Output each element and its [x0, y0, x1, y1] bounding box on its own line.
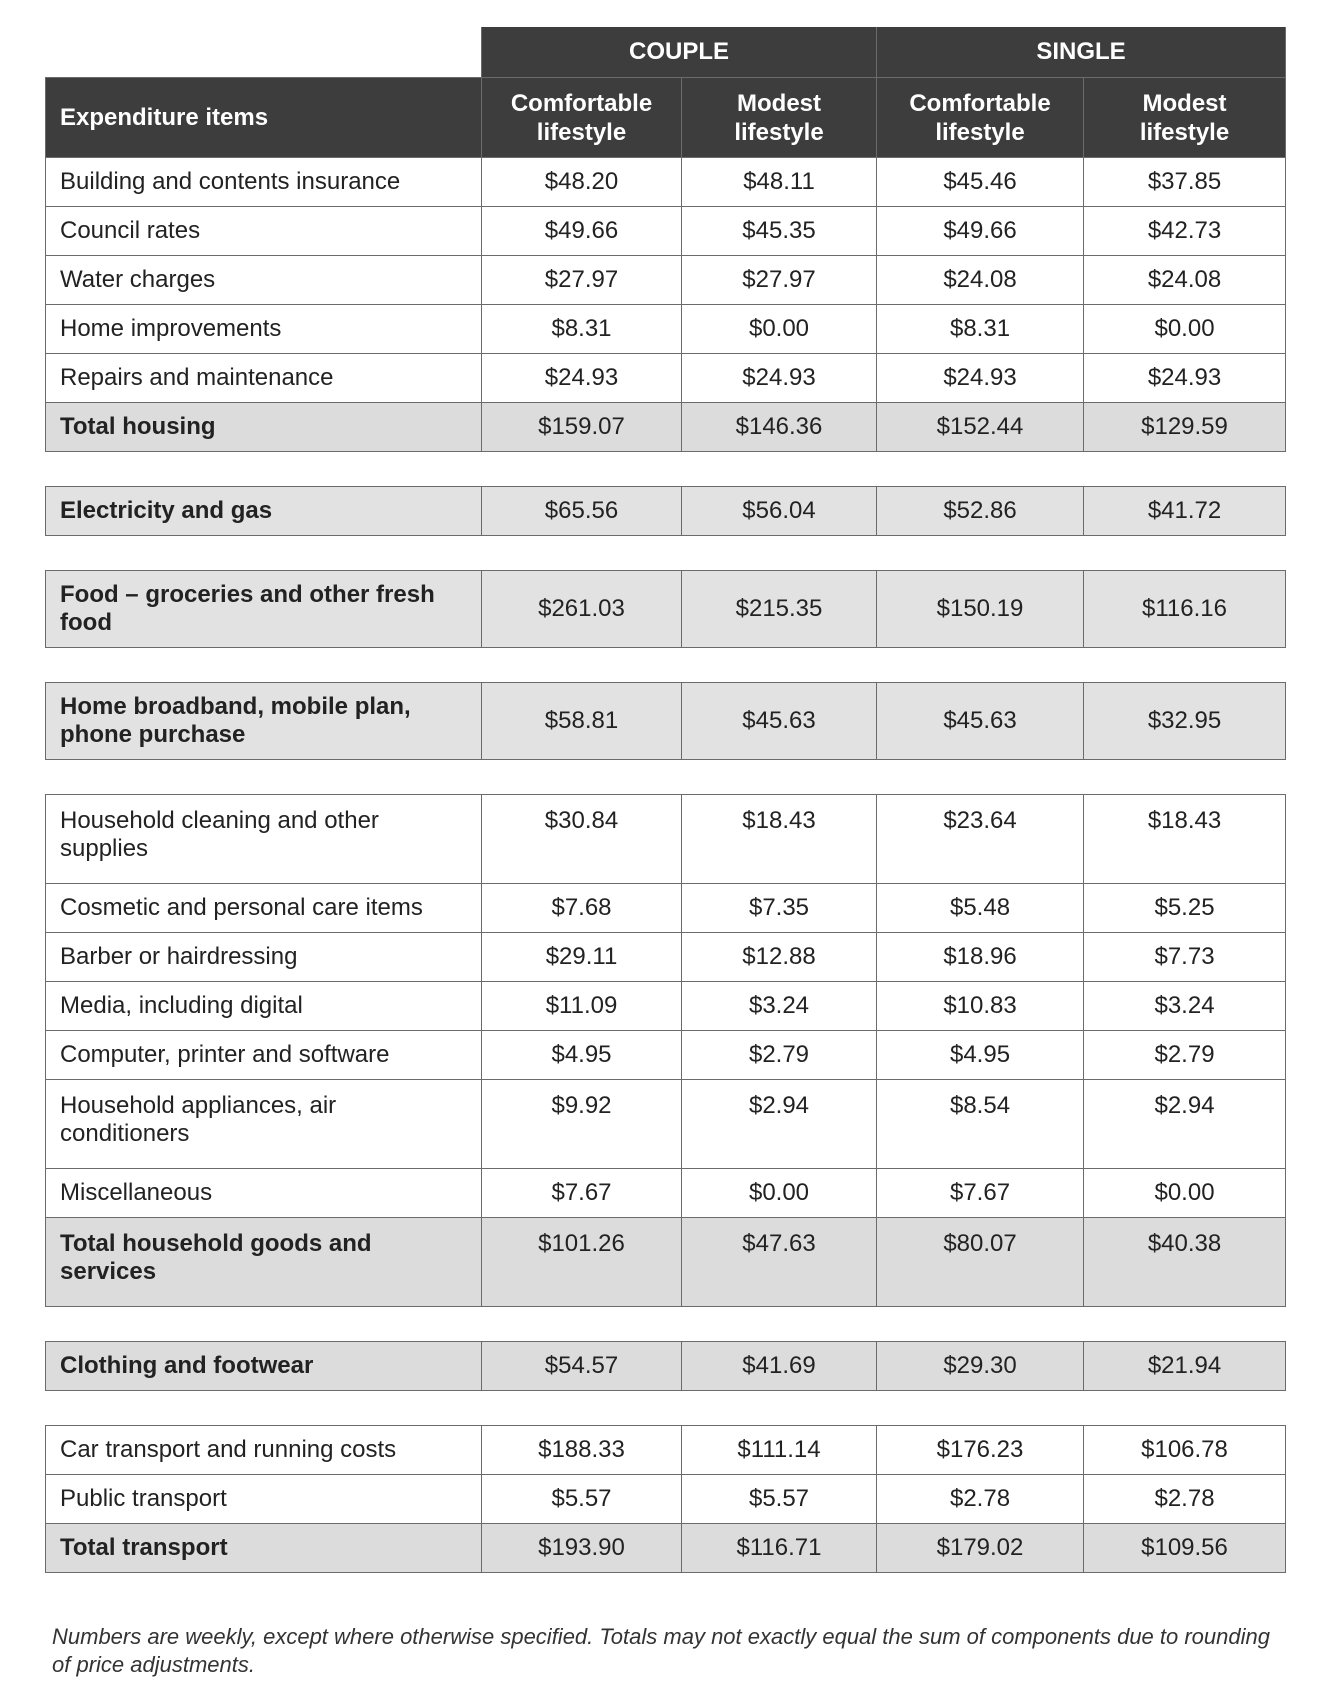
value-cell: $21.94	[1084, 1342, 1286, 1391]
value-cell: $12.88	[682, 933, 877, 982]
value-cell: $188.33	[482, 1426, 682, 1475]
section-gap	[46, 452, 1286, 487]
value-cell: $8.31	[877, 305, 1084, 354]
value-cell: $2.79	[682, 1031, 877, 1080]
section-gap-cell	[46, 648, 1286, 683]
section-gap-cell	[46, 760, 1286, 795]
section-gap-cell	[46, 452, 1286, 487]
value-cell: $0.00	[1084, 305, 1286, 354]
row-label: Household appliances, air conditioners	[46, 1080, 482, 1169]
value-cell: $4.95	[482, 1031, 682, 1080]
total-row	[46, 1342, 1286, 1391]
row-label: Electricity and gas	[46, 487, 482, 536]
column-header-row	[46, 78, 1286, 158]
value-cell: $0.00	[682, 305, 877, 354]
value-cell: $0.00	[1084, 1169, 1286, 1218]
row-label: Household cleaning and other supplies	[46, 795, 482, 884]
table-row	[46, 487, 1286, 536]
value-cell: $146.36	[682, 403, 877, 452]
value-cell: $2.94	[1084, 1080, 1286, 1169]
row-label: Car transport and running costs	[46, 1426, 482, 1475]
value-cell: $9.92	[482, 1080, 682, 1169]
value-cell: $24.08	[877, 256, 1084, 305]
value-cell: $109.56	[1084, 1524, 1286, 1573]
table-row	[46, 305, 1286, 354]
value-cell: $45.63	[682, 683, 877, 760]
value-cell: $24.08	[1084, 256, 1286, 305]
table-row	[46, 884, 1286, 933]
value-cell: $30.84	[482, 795, 682, 884]
value-cell: $179.02	[877, 1524, 1084, 1573]
value-cell: $2.79	[1084, 1031, 1286, 1080]
value-cell: $2.78	[1084, 1475, 1286, 1524]
value-cell: $18.43	[1084, 795, 1286, 884]
value-cell: $65.56	[482, 487, 682, 536]
value-cell: $47.63	[682, 1218, 877, 1307]
value-cell: $29.30	[877, 1342, 1084, 1391]
table-row	[46, 1475, 1286, 1524]
section-gap	[46, 1391, 1286, 1426]
table-row	[46, 354, 1286, 403]
value-cell: $11.09	[482, 982, 682, 1031]
value-cell: $27.97	[682, 256, 877, 305]
footnote: Numbers are weekly, except where otherwise specified. Totals may not exactly equal the sum of components due to rounding of price adjustments.	[52, 1624, 1270, 1677]
value-cell: $215.35	[682, 571, 877, 648]
section-gap	[46, 1307, 1286, 1342]
value-cell: $7.67	[482, 1169, 682, 1218]
total-row	[46, 1218, 1286, 1307]
table-row	[46, 1080, 1286, 1169]
row-label: Repairs and maintenance	[46, 354, 482, 403]
value-cell: $24.93	[682, 354, 877, 403]
value-cell: $150.19	[877, 571, 1084, 648]
row-label: Miscellaneous	[46, 1169, 482, 1218]
value-cell: $24.93	[877, 354, 1084, 403]
section-gap	[46, 648, 1286, 683]
table-row	[46, 158, 1286, 207]
value-cell: $56.04	[682, 487, 877, 536]
value-cell: $5.57	[682, 1475, 877, 1524]
couple-comfortable-header: Comfortable lifestyle	[482, 78, 682, 158]
section-gap-cell	[46, 1307, 1286, 1342]
value-cell: $7.73	[1084, 933, 1286, 982]
row-label: Water charges	[46, 256, 482, 305]
value-cell: $24.93	[1084, 354, 1286, 403]
value-cell: $116.16	[1084, 571, 1286, 648]
single-modest-header: Modest lifestyle	[1084, 78, 1286, 158]
value-cell: $45.35	[682, 207, 877, 256]
value-cell: $4.95	[877, 1031, 1084, 1080]
value-cell: $2.78	[877, 1475, 1084, 1524]
value-cell: $58.81	[482, 683, 682, 760]
value-cell: $45.63	[877, 683, 1084, 760]
value-cell: $3.24	[1084, 982, 1286, 1031]
value-cell: $7.67	[877, 1169, 1084, 1218]
value-cell: $10.83	[877, 982, 1084, 1031]
value-cell: $7.68	[482, 884, 682, 933]
row-label: Media, including digital	[46, 982, 482, 1031]
value-cell: $32.95	[1084, 683, 1286, 760]
value-cell: $8.54	[877, 1080, 1084, 1169]
group-header-couple: COUPLE	[482, 27, 877, 78]
row-label: Total housing	[46, 403, 482, 452]
blank-header-cell	[46, 27, 482, 78]
expenditure-items-header: Expenditure items	[46, 78, 482, 158]
value-cell: $129.59	[1084, 403, 1286, 452]
expenditure-table-wrapper	[45, 27, 1285, 1573]
value-cell: $23.64	[877, 795, 1084, 884]
value-cell: $261.03	[482, 571, 682, 648]
table-row	[46, 256, 1286, 305]
value-cell: $106.78	[1084, 1426, 1286, 1475]
value-cell: $27.97	[482, 256, 682, 305]
table-row	[46, 571, 1286, 648]
value-cell: $80.07	[877, 1218, 1084, 1307]
value-cell: $41.72	[1084, 487, 1286, 536]
value-cell: $18.43	[682, 795, 877, 884]
value-cell: $45.46	[877, 158, 1084, 207]
value-cell: $0.00	[682, 1169, 877, 1218]
section-gap-cell	[46, 536, 1286, 571]
row-label: Home improvements	[46, 305, 482, 354]
value-cell: $5.25	[1084, 884, 1286, 933]
section-gap	[46, 536, 1286, 571]
value-cell: $37.85	[1084, 158, 1286, 207]
value-cell: $159.07	[482, 403, 682, 452]
row-label: Public transport	[46, 1475, 482, 1524]
value-cell: $41.69	[682, 1342, 877, 1391]
row-label: Council rates	[46, 207, 482, 256]
total-row	[46, 403, 1286, 452]
section-gap	[46, 760, 1286, 795]
table-row	[46, 1426, 1286, 1475]
row-label: Total transport	[46, 1524, 482, 1573]
row-label: Barber or hairdressing	[46, 933, 482, 982]
total-row	[46, 1524, 1286, 1573]
row-label: Cosmetic and personal care items	[46, 884, 482, 933]
value-cell: $40.38	[1084, 1218, 1286, 1307]
value-cell: $7.35	[682, 884, 877, 933]
value-cell: $48.11	[682, 158, 877, 207]
expenditure-table	[45, 27, 1286, 1573]
table-row	[46, 933, 1286, 982]
row-label: Food – groceries and other fresh food	[46, 571, 482, 648]
single-comfortable-header: Comfortable lifestyle	[877, 78, 1084, 158]
value-cell: $3.24	[682, 982, 877, 1031]
couple-modest-header: Modest lifestyle	[682, 78, 877, 158]
row-label: Total household goods and services	[46, 1218, 482, 1307]
value-cell: $42.73	[1084, 207, 1286, 256]
value-cell: $152.44	[877, 403, 1084, 452]
table-row	[46, 683, 1286, 760]
value-cell: $5.48	[877, 884, 1084, 933]
row-label: Computer, printer and software	[46, 1031, 482, 1080]
value-cell: $49.66	[482, 207, 682, 256]
value-cell: $111.14	[682, 1426, 877, 1475]
row-label: Clothing and footwear	[46, 1342, 482, 1391]
value-cell: $101.26	[482, 1218, 682, 1307]
value-cell: $193.90	[482, 1524, 682, 1573]
group-header-row	[46, 27, 1286, 78]
table-row	[46, 1031, 1286, 1080]
value-cell: $24.93	[482, 354, 682, 403]
value-cell: $54.57	[482, 1342, 682, 1391]
value-cell: $48.20	[482, 158, 682, 207]
value-cell: $29.11	[482, 933, 682, 982]
value-cell: $8.31	[482, 305, 682, 354]
table-row	[46, 795, 1286, 884]
row-label: Building and contents insurance	[46, 158, 482, 207]
group-header-single: SINGLE	[877, 27, 1286, 78]
value-cell: $176.23	[877, 1426, 1084, 1475]
value-cell: $18.96	[877, 933, 1084, 982]
value-cell: $52.86	[877, 487, 1084, 536]
table-row	[46, 982, 1286, 1031]
section-gap-cell	[46, 1391, 1286, 1426]
value-cell: $116.71	[682, 1524, 877, 1573]
value-cell: $49.66	[877, 207, 1084, 256]
table-row	[46, 207, 1286, 256]
value-cell: $2.94	[682, 1080, 877, 1169]
row-label: Home broadband, mobile plan, phone purchase	[46, 683, 482, 760]
table-row	[46, 1169, 1286, 1218]
value-cell: $5.57	[482, 1475, 682, 1524]
